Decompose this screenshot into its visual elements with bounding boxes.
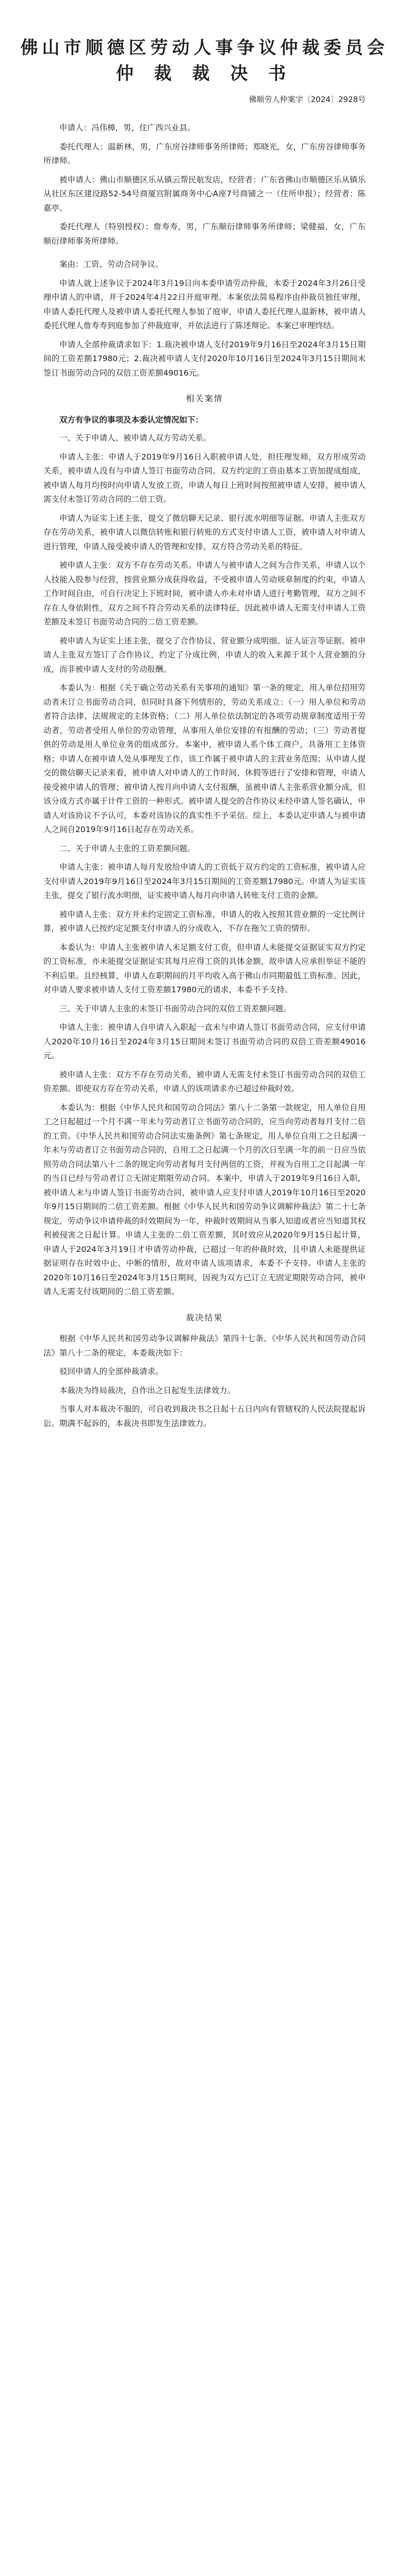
fact-paragraph: 二、关于申请人主张的工资差额问题。: [59, 843, 195, 853]
ruling-item: 本裁决为终局裁决，自作出之日起发生法律效力。: [59, 1385, 236, 1395]
fact-paragraph: 一、关于申请人、被申请人双方劳动关系。: [59, 433, 211, 443]
fact-paragraph: 被申请人为证实上述主张，提交了合作协议、营业额分成明细、证人证言等证据。被申请人主张双方签订了合作协议，约定了分成比例，申请人的收入来源于其个人营业额的分成，而非被申请人支付的劳动报酬。: [43, 636, 366, 674]
fact-paragraph: 本委认为：根据《关于确立劳动关系有关事项的通知》第一条的规定，用人单位招用劳动者未订立书面劳动合同，但同时具备下列情形的，劳动关系成立：（一）用人单位和劳动者符合法律、法规规定的主体资格；（二）用人单位依法制定的各项劳动规章制度适用于劳动者，劳动者受用人单位的劳动管理，从事用人单位安排的有报酬的劳动；（三）劳动者提供的劳动是用人单位业务的组成部分。本案中，被申请人系个体工商户，具备用工主体资格；申请人在被申请人处从事理发工作，该工作属于被申请人的主营业务范围；从申请人提交的微信聊天记录来看，被申请人对申请人的工作时间、休假等进行了安排和管理，申请人接受被申请人的管理；被申请人按月向申请人支付报酬，虽被申请人主张系营业额分成，但该分成方式亦属于计件工资的一种形式。被申请人提交的合作协议未经申请人签名确认，申请人对该协议不予认可，本委对该协议的真实性不予采信。综上，本委认定申请人与被申请人之间自2019年9月16日起存在劳动关系。: [43, 683, 366, 834]
fact-paragraph: 三、关于申请人主张的未签订书面劳动合同的双倍工资差额问题。: [59, 1004, 291, 1013]
ruling-intro: 根据《中华人民共和国劳动争议调解仲裁法》第四十七条、《中华人民共和国劳动合同法》第八十二条的规定，本委裁决如下：: [43, 1334, 366, 1358]
fact-paragraph: 被申请人主张：双方不存在劳动关系，被申请人无需支付未签订书面劳动合同的双倍工资差额。即使双方存在劳动关系，申请人的该项请求亦已超过仲裁时效。: [43, 1070, 366, 1093]
section-heading-ruling: 裁决结果: [186, 1312, 223, 1323]
section-heading-facts: 相关案情: [186, 394, 223, 403]
party-applicant-agent: 委托代理人：温新林，男，广东房谷律师事务所律师；郑晓光，女，广东房谷律师事务所律师。: [43, 142, 366, 165]
party-respondent: 被申请人：佛山市顺德区乐从镇云帮民航发店，经营者：广东省佛山市顺德区乐从镇乐从社区东区建设路52-54号商厦宫附属商务中心A座7号商铺之一（住所申报）；经营者：陈嘉亭。: [43, 175, 366, 213]
fact-paragraph: 申请人为证实上述主张，提交了微信聊天记录、银行流水明细等证据。申请人主张双方存在劳动关系，被申请人以微信转账和银行转账的方式支付申请人工资，被申请人对申请人进行管理，申请人接受被申请人的管理和安排，双方符合劳动关系的特征。: [43, 513, 366, 551]
fact-paragraph: 本委认为：根据《中华人民共和国劳动合同法》第八十二条第一款规定，用人单位自用工之日起超过一个月不满一年未与劳动者订立书面劳动合同的，应当向劳动者每月支付二倍的工资。《中华人民共和国劳动合同法实施条例》第七条规定，用人单位自用工之日起满一年未与劳动者订立书面劳动合同的，自用工之日起满一个月的次日至满一年的前一日应当依照劳动合同法第八十二条的规定向劳动者每月支付两倍的工资，并视为自用工之日起满一年的当日已经与劳动者订立无固定期限劳动合同。本案中，申请人于2019年9月16日入职，被申请人未与申请人签订书面劳动合同，被申请人应支付申请人2019年10月16日至2020年9月15日期间的二倍工资差额。根据《中华人民共和国劳动争议调解仲裁法》第二十七条规定，劳动争议申请仲裁的时效期间为一年，仲裁时效期间从当事人知道或者应当知道其权利被侵害之日起计算。申请人主张的二倍工资差额，其时效应从2020年9月15日起计算，申请人于2024年3月19日才申请劳动仲裁，已超过一年的仲裁时效，且申请人未能提供证据证明存在时效中止、中断的情形，故对申请人该项请求，本委不予支持。申请人主张的2020年10月16日至2024年3月15日期间，因视为双方已订立无固定期限劳动合同，被申请人无需支付该期间的二倍工资差额。: [43, 1103, 366, 1296]
claims-paragraph: 申请人全部仲裁请求如下：1.裁决被申请人支付2019年9月16日至2024年3月15日期间的工资差额17980元；2.裁决被申请人支付2020年10月16日至2024年3月15日期间未签订书面劳动合同的双倍工资差额49016元。: [43, 340, 366, 378]
ruling-item: 驳回申请人的全部仲裁请求。: [59, 1367, 163, 1376]
document-type-title: 仲 裁 裁 决 书: [116, 63, 293, 84]
fact-paragraph: 申请人主张：申请人于2019年9月16日入职被申请人处，担任理发师，双方形成劳动关系，被申请人没有与申请人签订书面劳动合同。双方约定的工资由基本工资加提成组成，被申请人每月均按时向申请人发放工资，申请人每日上班时间按照被申请人安排，被申请人需支付未签订劳动合同的二倍工资。: [43, 452, 366, 504]
case-number: 佛顺劳人仲案字〔2024〕2928号: [249, 95, 366, 104]
party-applicant: 申请人：冯伟樟，男，住广西兴业县。: [59, 123, 195, 132]
fact-paragraph: 申请人主张：被申请人自申请人入职起一直未与申请人签订书面劳动合同，应支付申请人2020年10月16日至2024年3月15日期间未签订书面劳动合同的双倍工资差额49016元。: [43, 1023, 366, 1060]
procedure-paragraph: 申请人就上述争议于2024年3月19日向本委申请劳动仲裁，本委于2024年3月26日受理申请人的申请，并于2024年4月22日开庭审理。本案依法简易程序由仲裁员独任审理，申请人委托代理人及被申请人委托代理人参加了庭审，申请人委托代理人温新林，被申请人委托代理人詹寿寿到庭参加了仲裁庭审，并依法进行了陈述辩论。本案已审理终结。: [43, 278, 366, 330]
ruling-item: 当事人对本裁决不服的，可自收到裁决书之日起十五日内向有管辖权的人民法院提起诉讼。期满不起诉的，本裁决书即发生法律效力。: [43, 1404, 366, 1428]
page-title: 佛山市顺德区劳动人事争议仲裁委员会: [20, 38, 389, 58]
fact-paragraph: 被申请人主张：双方不存在劳动关系。申请人与被申请人之间为合作关系，申请人以个人技能入股参与经营，按营业额分成获得收益，不受被申请人劳动规章制度的约束，申请人工作时间自由，可自行决定上下班时间，被申请人亦未对申请人进行考勤管理，双方之间不存在人身依附性，双方之间不符合劳动关系的法律特征，因此被申请人无需支付申请人工资差额及未签订书面劳动合同的二倍工资差额。: [43, 561, 366, 626]
party-respondent-agent: 委托代理人（特别授权）：詹寿寿，男，广东顺衍律师事务所律师；梁健福，女，广东顺衍律师事务所律师。: [43, 222, 366, 246]
fact-paragraph: 申请人主张：被申请人每月发放给申请人的工资低于双方约定的工资标准，被申请人应支付申请人2019年9月16日至2024年3月15日期间的工资差额17980元。申请人为证实该主张，提交了银行流水明细，证实被申请人每月向申请人转账支付工资的金额。: [43, 862, 366, 900]
document-body: [43, 121, 366, 1435]
fact-paragraph: 被申请人主张：双方并未约定固定工资标准，申请人的收入按照其营业额的一定比例计算，被申请人已按约定足额支付申请人的分成收入，不存在拖欠工资的情形。: [43, 909, 366, 933]
facts-subtitle: 双方有争议的事项及本委认定情况如下：: [59, 415, 204, 425]
fact-paragraph: 本委认为：申请人主张被申请人未足额支付工资，但申请人未能提交证据证实双方约定的工资标准，亦未能提交证据证实其每月应得工资的具体金额，故申请人应承担举证不能的不利后果。且经核算，申请人在职期间的月平均收入高于佛山市同期最低工资标准。因此，对申请人要求被申请人支付工资差额17980元的请求，本委不予支持。: [43, 942, 366, 994]
case-cause: 案由：工资、劳动合同争议。: [59, 260, 163, 269]
title-block: [0, 36, 409, 86]
